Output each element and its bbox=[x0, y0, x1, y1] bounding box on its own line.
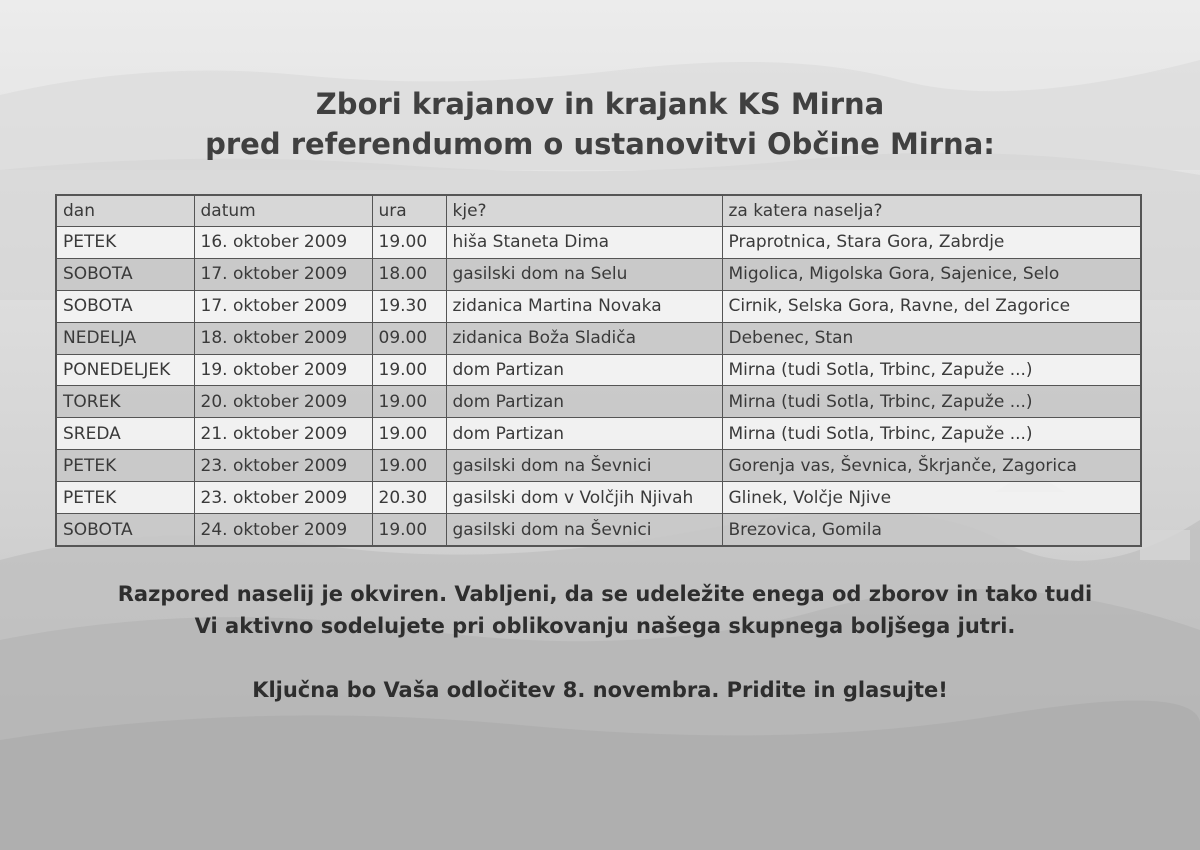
cell-dan: SREDA bbox=[56, 418, 194, 450]
cell-dan: SOBOTA bbox=[56, 258, 194, 290]
schedule-table bbox=[55, 194, 1142, 547]
cell-ura: 18.00 bbox=[372, 258, 446, 290]
cell-naselja: Debenec, Stan bbox=[722, 322, 1141, 354]
cell-dan: PETEK bbox=[56, 227, 194, 259]
header-datum: datum bbox=[194, 195, 372, 227]
cell-naselja: Glinek, Volčje Njive bbox=[722, 482, 1141, 514]
cell-ura: 19.00 bbox=[372, 227, 446, 259]
cell-kje: dom Partizan bbox=[446, 418, 722, 450]
cell-datum: 21. oktober 2009 bbox=[194, 418, 372, 450]
cell-naselja: Gorenja vas, Ševnica, Škrjanče, Zagorica bbox=[722, 450, 1141, 482]
page-title bbox=[0, 84, 1200, 164]
table-row bbox=[56, 258, 1141, 290]
cell-ura: 19.00 bbox=[372, 418, 446, 450]
table-row bbox=[56, 482, 1141, 514]
title-line-2: pred referendumom o ustanovitvi Občine Mirna: bbox=[205, 127, 995, 161]
table-row bbox=[56, 290, 1141, 322]
cell-kje: gasilski dom na Ševnici bbox=[446, 450, 722, 482]
header-dan: dan bbox=[56, 195, 194, 227]
cell-datum: 16. oktober 2009 bbox=[194, 227, 372, 259]
header-ura: ura bbox=[372, 195, 446, 227]
cell-ura: 20.30 bbox=[372, 482, 446, 514]
cell-datum: 20. oktober 2009 bbox=[194, 386, 372, 418]
table-row bbox=[56, 514, 1141, 546]
cell-ura: 19.00 bbox=[372, 354, 446, 386]
cell-datum: 24. oktober 2009 bbox=[194, 514, 372, 546]
table-row bbox=[56, 386, 1141, 418]
cell-kje: gasilski dom v Volčjih Njivah bbox=[446, 482, 722, 514]
cell-kje: gasilski dom na Ševnici bbox=[446, 514, 722, 546]
cell-kje: dom Partizan bbox=[446, 354, 722, 386]
table-row bbox=[56, 418, 1141, 450]
cell-kje: zidanica Boža Sladiča bbox=[446, 322, 722, 354]
cell-naselja: Migolica, Migolska Gora, Sajenice, Selo bbox=[722, 258, 1141, 290]
cell-kje: gasilski dom na Selu bbox=[446, 258, 722, 290]
cell-dan: SOBOTA bbox=[56, 290, 194, 322]
cell-ura: 19.00 bbox=[372, 514, 446, 546]
cell-kje: dom Partizan bbox=[446, 386, 722, 418]
cell-naselja: Mirna (tudi Sotla, Trbinc, Zapuže ...) bbox=[722, 354, 1141, 386]
cell-ura: 09.00 bbox=[372, 322, 446, 354]
table-row bbox=[56, 354, 1141, 386]
title-line-1: Zbori krajanov in krajank KS Mirna bbox=[315, 87, 885, 121]
table-header-row bbox=[56, 195, 1141, 227]
cell-kje: zidanica Martina Novaka bbox=[446, 290, 722, 322]
cell-ura: 19.00 bbox=[372, 386, 446, 418]
cell-dan: PETEK bbox=[56, 450, 194, 482]
cell-kje: hiša Staneta Dima bbox=[446, 227, 722, 259]
cell-datum: 23. oktober 2009 bbox=[194, 450, 372, 482]
cell-naselja: Brezovica, Gomila bbox=[722, 514, 1141, 546]
cell-datum: 17. oktober 2009 bbox=[194, 290, 372, 322]
cell-datum: 18. oktober 2009 bbox=[194, 322, 372, 354]
cell-naselja: Cirnik, Selska Gora, Ravne, del Zagorice bbox=[722, 290, 1141, 322]
cell-naselja: Mirna (tudi Sotla, Trbinc, Zapuže ...) bbox=[722, 386, 1141, 418]
cell-dan: TOREK bbox=[56, 386, 194, 418]
cell-dan: NEDELJA bbox=[56, 322, 194, 354]
cell-datum: 23. oktober 2009 bbox=[194, 482, 372, 514]
cell-naselja: Praprotnica, Stara Gora, Zabrdje bbox=[722, 227, 1141, 259]
cell-dan: SOBOTA bbox=[56, 514, 194, 546]
cell-dan: PONEDELJEK bbox=[56, 354, 194, 386]
cell-datum: 19. oktober 2009 bbox=[194, 354, 372, 386]
header-naselja: za katera naselja? bbox=[722, 195, 1141, 227]
note-line-2: Vi aktivno sodelujete pri oblikovanju našega skupnega boljšega jutri. bbox=[194, 614, 1016, 638]
cell-ura: 19.30 bbox=[372, 290, 446, 322]
table-row bbox=[56, 322, 1141, 354]
cell-naselja: Mirna (tudi Sotla, Trbinc, Zapuže ...) bbox=[722, 418, 1141, 450]
note-line-1: Razpored naselij je okviren. Vabljeni, da se udeležite enega od zborov in tako tudi bbox=[117, 582, 1093, 606]
cell-ura: 19.00 bbox=[372, 450, 446, 482]
closing-call: Ključna bo Vaša odločitev 8. novembra. Pridite in glasujte! bbox=[252, 678, 948, 702]
cell-dan: PETEK bbox=[56, 482, 194, 514]
table-row bbox=[56, 450, 1141, 482]
table-row bbox=[56, 227, 1141, 259]
header-kje: kje? bbox=[446, 195, 722, 227]
cell-datum: 17. oktober 2009 bbox=[194, 258, 372, 290]
